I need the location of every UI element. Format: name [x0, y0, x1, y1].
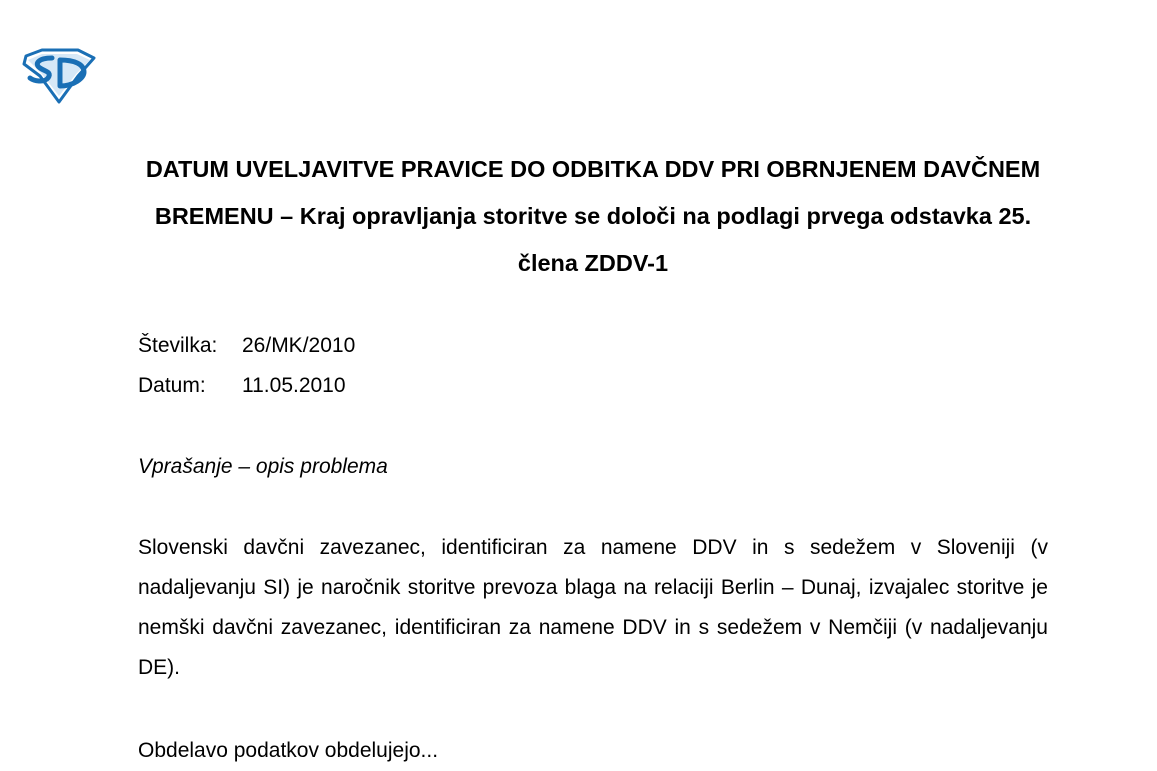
- document-number: [138, 334, 355, 358]
- number-label: Številka:: [138, 334, 218, 357]
- sd-logo-icon: [22, 48, 96, 104]
- date-label: Datum:: [138, 374, 206, 397]
- document-date: [138, 374, 346, 398]
- problem-paragraph: Slovenski davčni zavezanec, identificiran za namene DDV in s sedežem v Sloveniji (v nadaljevanju SI) je naročnik storitve prevoza blaga na relaciji Berlin – Dunaj, izvajalec storitve je nemški davčni zavezanec, identificiran za namene DDV in s sedežem v Nemčiji (v nadaljevanju DE).: [138, 536, 1048, 679]
- question-heading: Vprašanje – opis problema: [138, 455, 388, 478]
- number-value: 26/MK/2010: [242, 334, 356, 357]
- date-value: 11.05.2010: [242, 374, 346, 397]
- document-title: DATUM UVELJAVITVE PRAVICE DO ODBITKA DDV PRI OBRNJENEM DAVČNEM BREMENU – Kraj opravljanja storitve se določi na podlagi prvega odstavka 25. člena ZDDV-1: [145, 156, 1041, 276]
- truncated-line: Obdelavo podatkov obdelujejo...: [138, 739, 439, 762]
